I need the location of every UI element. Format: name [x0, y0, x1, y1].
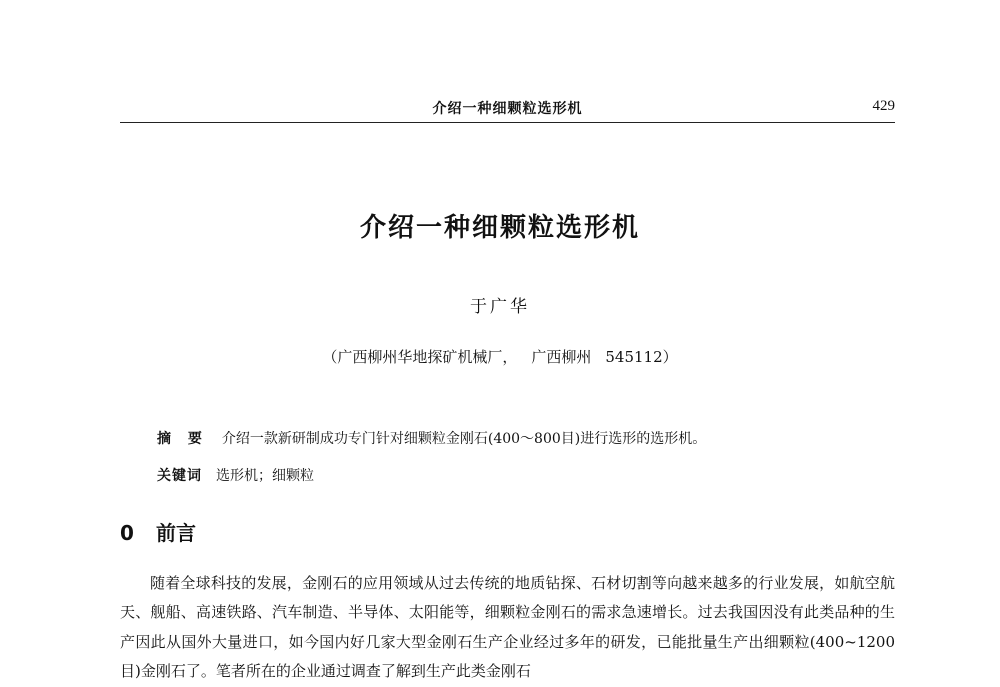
- keywords-text: 选形机；细颗粒: [216, 468, 314, 484]
- affiliation-org: （广西柳州华地探矿机械厂，: [322, 348, 518, 366]
- keywords: [157, 465, 314, 485]
- abstract-label: 摘 要: [157, 431, 208, 447]
- body-paragraph: 随着全球科技的发展，金刚石的应用领域从过去传统的地质钻探、石材切割等向越来越多的行业发展，如航空航天、舰船、高速铁路、汽车制造、半导体、太阳能等，细颗粒金刚石的需求急速增长。过去我国因没有此类品种的生产因此从国外大量进口，如今国内好几家大型金刚石生产企业经过多年的研发，已能批量生产出细颗粒(400~1200目)金刚石了。笔者所在的企业通过调查了解到生产此类金刚石: [120, 574, 895, 680]
- abstract: [157, 428, 706, 448]
- affiliation: [0, 346, 1000, 367]
- author: 于广华: [470, 297, 530, 317]
- running-header: [120, 96, 895, 123]
- affiliation-city: 广西柳州: [531, 348, 592, 366]
- affiliation-postcode: 545112）: [605, 348, 678, 366]
- keywords-label: 关键词: [157, 468, 202, 484]
- section-heading: [120, 517, 196, 546]
- section-number: 0: [120, 521, 134, 545]
- running-title: 介绍一种细颗粒选形机: [432, 101, 583, 117]
- section-title: 前言: [156, 521, 196, 545]
- paper-title: 介绍一种细颗粒选形机: [359, 213, 640, 243]
- page-number: 429: [872, 98, 895, 114]
- abstract-text: 介绍一款新研制成功专门针对细颗粒金刚石(400～800目)进行选形的选形机。: [221, 431, 707, 447]
